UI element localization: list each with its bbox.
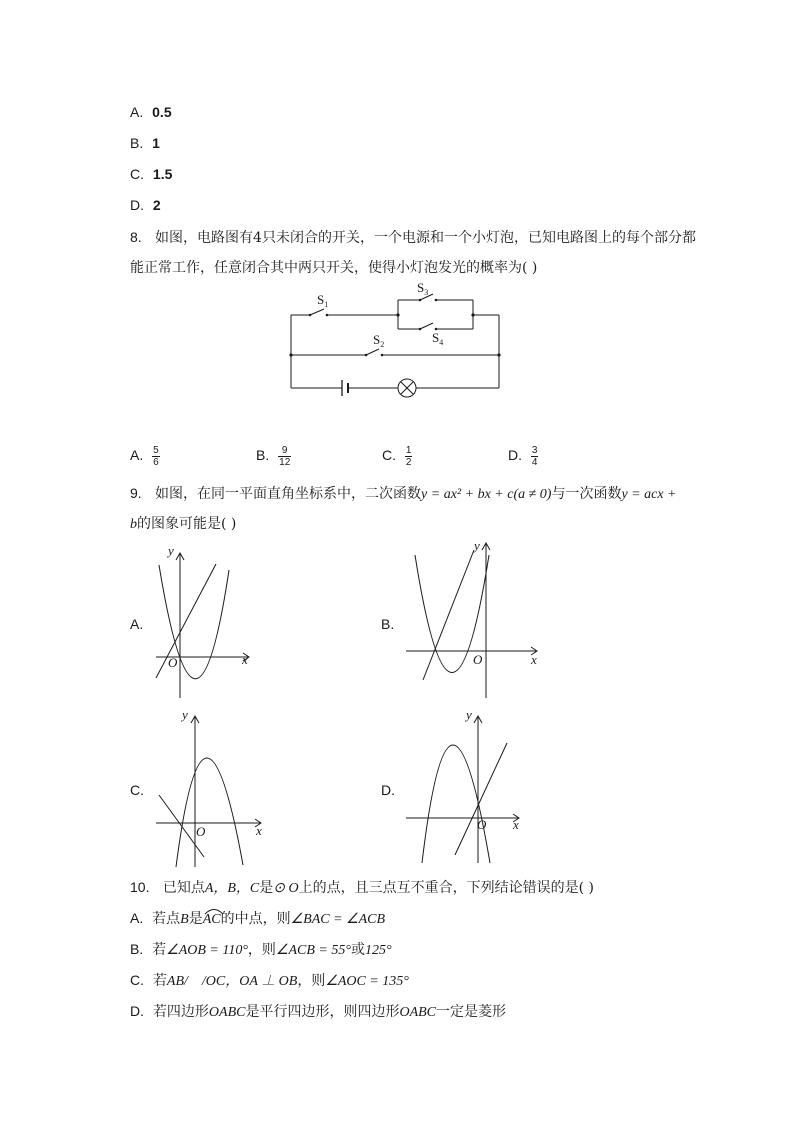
- q7-option-c: [130, 164, 172, 185]
- fraction: $\frac{5}{6}$: [153, 444, 159, 468]
- q10-option-a: [130, 908, 385, 930]
- q8-stem-line1: [130, 227, 696, 248]
- circle-symbol: ⊙ O: [273, 881, 299, 896]
- x-axis-label: x: [531, 652, 537, 667]
- switch-s1-blade: [310, 309, 324, 315]
- option-value: 0.5: [152, 104, 172, 120]
- option-letter: D.: [130, 197, 144, 213]
- origin-label: O: [477, 817, 487, 832]
- line-graph: [455, 743, 507, 855]
- q7-option-b: [130, 133, 160, 154]
- q7-option-d: [130, 195, 161, 216]
- math-symbol: B: [180, 912, 189, 927]
- option-letter: B.: [130, 941, 144, 957]
- math-symbol: b: [130, 517, 137, 532]
- option-text: 若: [152, 973, 167, 989]
- linear-formula: y = acx +: [621, 487, 677, 502]
- option-letter: A.: [130, 447, 144, 463]
- q8-option-c: [382, 443, 412, 468]
- option-value: 1.5: [152, 166, 173, 182]
- fraction: $\frac{9}{12}$: [279, 444, 291, 468]
- option-letter: B.: [130, 135, 144, 151]
- q9-stem-line1: [130, 483, 677, 505]
- switch-s3-label: $S_3$: [417, 282, 429, 297]
- math-expression: ∠AOB = 110°: [166, 943, 248, 958]
- origin-label: O: [473, 652, 483, 667]
- option-letter: C.: [130, 166, 144, 182]
- arc-ac: AC: [203, 910, 221, 930]
- graph-a: [150, 540, 260, 700]
- question-text: 如图，电路图有4只未闭合的开关，一个电源和一个小灯泡，已知电路图上的每个部分都: [155, 230, 696, 246]
- question-number: 10.: [130, 879, 150, 895]
- question-text: 已知点: [162, 880, 205, 896]
- option-text: 的中点，则: [220, 911, 291, 927]
- line-graph: [423, 550, 474, 680]
- origin-label: O: [196, 824, 206, 839]
- question-text: 上的点，且三点互不重合，下列结论错误的是( ): [298, 880, 594, 896]
- question-text: 是: [259, 880, 274, 896]
- option-letter: A.: [130, 910, 144, 926]
- graph-b: [400, 540, 550, 700]
- q9-option-a-label: A.: [130, 616, 144, 632]
- graph-d: [400, 705, 530, 870]
- q8-option-d: [508, 443, 538, 468]
- switch-s2-label: $S_2$: [373, 332, 385, 349]
- q10-stem: [130, 877, 594, 899]
- option-text: ，则: [247, 942, 276, 958]
- math-symbol: OABC: [399, 1005, 437, 1020]
- option-text: 或: [350, 942, 365, 958]
- q9-option-d-label: D.: [381, 782, 395, 798]
- switch-s1-label: $S_1$: [317, 292, 329, 309]
- graph-c: [150, 705, 275, 870]
- q8-stem-line2: 能正常工作，任意闭合其中两只开关，使得小灯泡发光的概率为( ): [130, 260, 538, 276]
- q10-option-d: [130, 1001, 506, 1023]
- question-text: 如图，在同一平面直角坐标系中，二次函数: [155, 486, 422, 502]
- line-graph: [156, 564, 216, 678]
- origin-label: O: [168, 655, 178, 670]
- q8-option-b: [256, 443, 291, 468]
- circuit-diagram: [280, 282, 510, 407]
- math-expression: 125°: [364, 943, 392, 958]
- switch-s4-blade: [420, 323, 433, 329]
- option-text: 一定是菱形: [436, 1004, 507, 1020]
- math-symbol: OABC: [208, 1005, 246, 1020]
- question-number: 9.: [130, 485, 142, 501]
- question-text: 与一次函数: [551, 486, 622, 502]
- math-expression: ∠ACB = 55°: [275, 943, 351, 958]
- q9-option-c-label: C.: [130, 782, 144, 798]
- switch-s2-blade: [366, 349, 379, 355]
- option-text: 若点: [152, 911, 181, 927]
- parabola: [422, 745, 490, 863]
- fraction: $\frac{3}{4}$: [531, 444, 538, 468]
- y-axis-label: y: [168, 543, 174, 558]
- option-text: 是平行四边形，则四边形: [245, 1004, 400, 1020]
- q9-option-b-label: B.: [381, 616, 395, 632]
- option-letter: D.: [130, 1003, 144, 1019]
- quadratic-formula: y = ax² + bx + c(a ≠ 0): [421, 487, 552, 502]
- math-expression: AB/ /OC，OA ⊥ OB: [166, 974, 298, 989]
- q10-option-b: [130, 939, 392, 961]
- option-letter: B.: [256, 447, 270, 463]
- math-expression: ∠AOC = 135°: [325, 974, 409, 989]
- q9-stem-line2: [130, 514, 236, 535]
- parabola: [176, 758, 243, 867]
- option-text: ，则: [297, 973, 326, 989]
- x-axis-label: x: [513, 817, 519, 832]
- option-value: 2: [152, 197, 161, 213]
- y-axis-label: y: [466, 707, 472, 722]
- switch-s4-label: $S_4$: [432, 330, 444, 347]
- question-number: 8.: [130, 229, 142, 245]
- y-axis-label: y: [182, 707, 188, 722]
- math-expression: ∠BAC = ∠ACB: [290, 912, 386, 927]
- option-letter: C.: [382, 447, 396, 463]
- arc-icon: [204, 907, 224, 915]
- option-text: 若: [152, 942, 167, 958]
- question-text: 的图象可能是( ): [137, 516, 237, 532]
- x-axis-label: x: [256, 823, 262, 838]
- y-axis-label: y: [474, 540, 480, 553]
- option-text: 是: [188, 911, 203, 927]
- q10-option-c: [130, 970, 409, 992]
- q8-option-a: [130, 443, 160, 468]
- fraction: $\frac{1}{2}$: [405, 444, 412, 468]
- option-letter: A.: [130, 104, 144, 120]
- x-axis-label: x: [242, 652, 248, 667]
- option-letter: C.: [130, 972, 144, 988]
- q7-option-a: [130, 102, 172, 123]
- option-text: 若四边形: [152, 1004, 209, 1020]
- option-value: 1: [152, 135, 160, 151]
- option-letter: D.: [508, 447, 522, 463]
- math-symbol: A，B，C: [204, 881, 260, 896]
